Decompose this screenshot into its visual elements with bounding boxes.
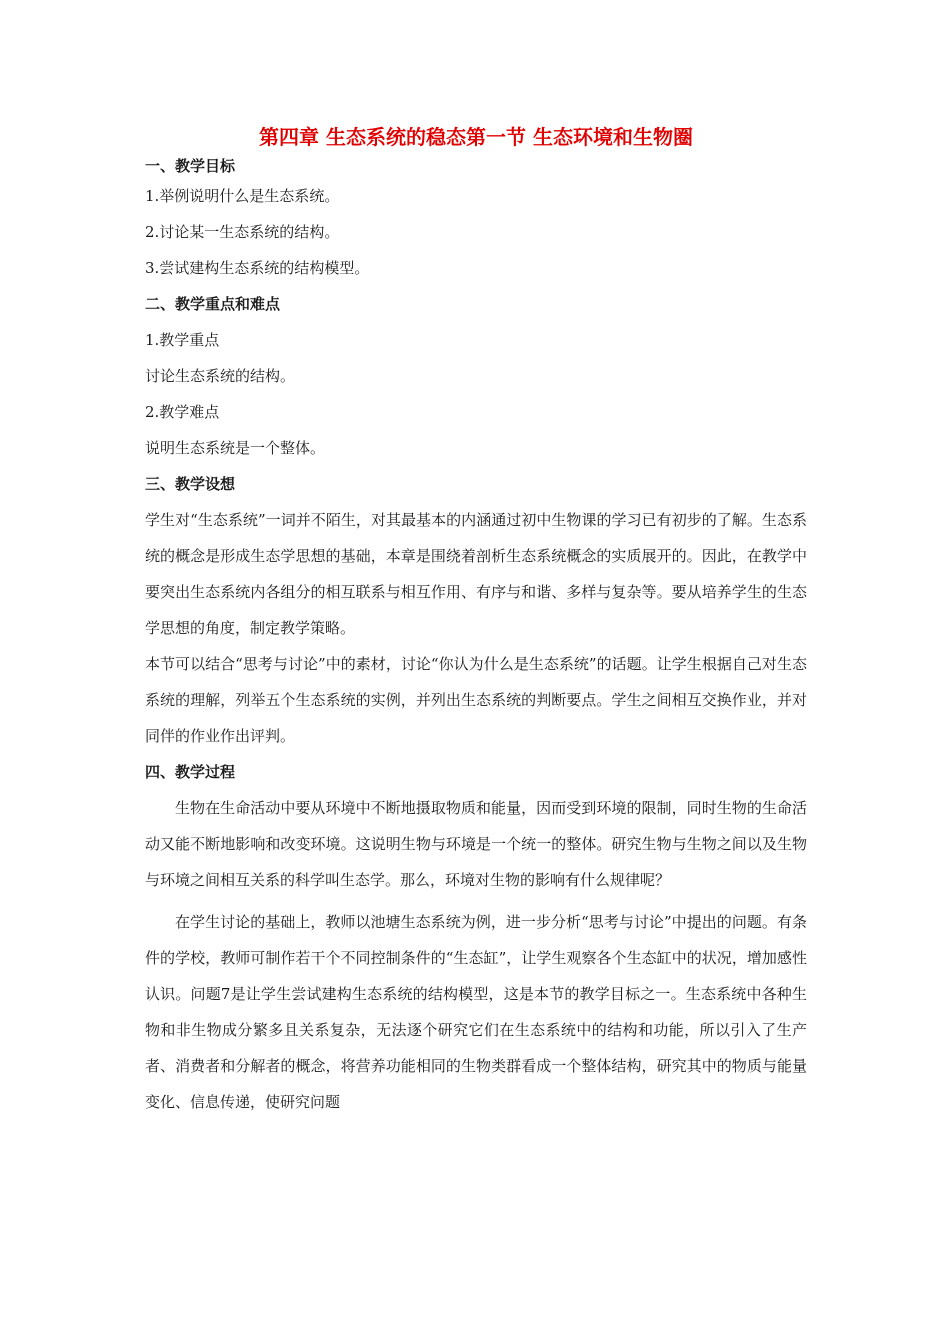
section-heading-process: 四、教学过程 — [145, 763, 236, 781]
goal-item: 1.举例说明什么是生态系统。 — [145, 187, 340, 205]
section-process — [145, 760, 807, 1120]
section-design — [145, 472, 807, 754]
focus-line: 说明生态系统是一个整体。 — [145, 439, 326, 457]
document-title: 第四章 生态系统的稳态第一节 生态环境和生物圈 — [259, 125, 693, 149]
section-heading-focus: 二、教学重点和难点 — [145, 295, 281, 313]
focus-line: 1.教学重点 — [145, 331, 220, 349]
process-paragraph: 生物在生命活动中要从环境中不断地摄取物质和能量，因而受到环境的限制，同时生物的生命活动又能不断地影响和改变环境。这说明生物与环境是一个统一的整体。研究生物与生物之间以及生物与环境之间相互关系的科学叫生态学。那么，环境对生物的影响有什么规律呢？ — [145, 799, 807, 889]
section-goals — [145, 154, 807, 286]
focus-line: 2.教学难点 — [145, 403, 220, 421]
section-heading-goals: 一、教学目标 — [145, 157, 236, 175]
goal-item: 2.讨论某一生态系统的结构。 — [145, 223, 340, 241]
focus-line: 讨论生态系统的结构。 — [145, 367, 296, 385]
design-paragraph: 学生对“生态系统”一词并不陌生，对其最基本的内涵通过初中生物课的学习已有初步的了解。生态系统的概念是形成生态学思想的基础，本章是围绕着剖析生态系统概念的实质展开的。因此，在教学中要突出生态系统内各组分的相互联系与相互作用、有序与和谐、多样与复杂等。要从培养学生的生态学思想的角度，制定教学策略。 — [145, 511, 807, 637]
section-heading-design: 三、教学设想 — [145, 475, 236, 493]
design-paragraph: 本节可以结合“思考与讨论”中的素材，讨论“你认为什么是生态系统”的话题。让学生根据自己对生态系统的理解，列举五个生态系统的实例，并列出生态系统的判断要点。学生之间相互交换作业，并对同伴的作业作出评判。 — [145, 655, 807, 745]
process-paragraph: 在学生讨论的基础上，教师以池塘生态系统为例，进一步分析“思考与讨论”中提出的问题。有条件的学校，教师可制作若干个不同控制条件的“生态缸”，让学生观察各个生态缸中的状况，增加感性认识。问题7是让学生尝试建构生态系统的结构模型，这是本节的教学目标之一。生态系统中各种生物和非生物成分繁多且关系复杂，无法逐个研究它们在生态系统中的结构和功能，所以引入了生产者、消费者和分解者的概念，将营养功能相同的生物类群看成一个整体结构，研究其中的物质与能量变化、信息传递，使研究问题 — [145, 913, 807, 1111]
section-focus — [145, 292, 807, 466]
document-page — [145, 122, 807, 1120]
goal-item: 3.尝试建构生态系统的结构模型。 — [145, 259, 370, 277]
